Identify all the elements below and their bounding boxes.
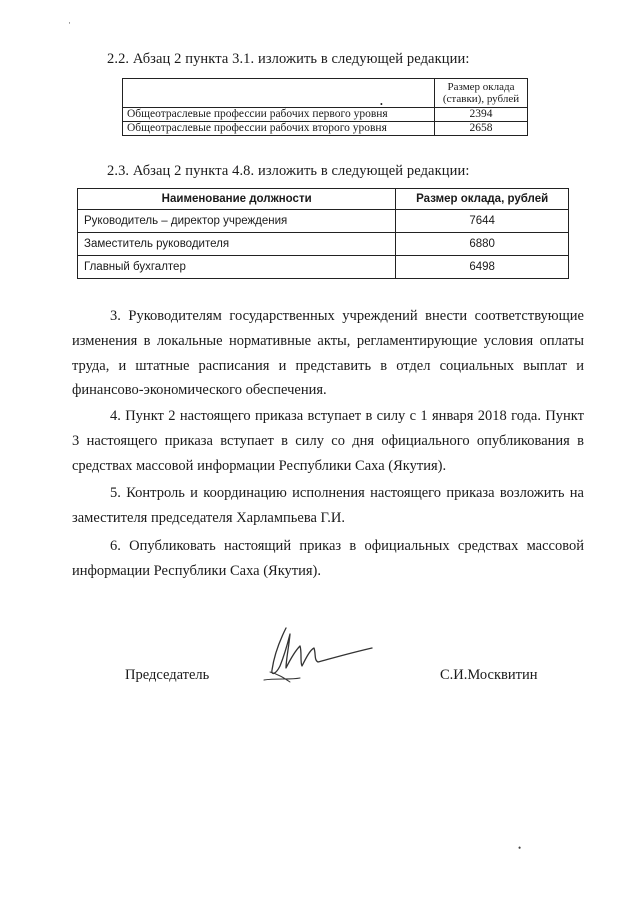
paragraph-6: 6. Опубликовать настоящий приказ в официальных средствах массовой информации Республики Саха (Якутия).: [72, 538, 584, 579]
header-value-cell: [435, 79, 528, 108]
row-value-cell: 2658: [435, 122, 528, 136]
row-value-cell: 2394: [435, 108, 528, 122]
scan-mark: •: [380, 100, 383, 109]
row-name-cell: Общеотраслевые профессии рабочих второго уровня: [123, 122, 435, 136]
row-name-cell: Главный бухгалтер: [78, 256, 396, 279]
table-row: [123, 108, 528, 122]
header-value-line-1: Размер оклада: [447, 81, 515, 93]
row-value-cell: 6498: [396, 256, 569, 279]
table-row: [78, 210, 569, 233]
paragraph-3: 3. Руководителям государственных учреждений внести соответствующие изменения в локальные нормативные акты, регламентирующие условия оплаты труда, и штатные расписания и представить в отдел социальных выплат и финансово-экономического обеспечения.: [72, 308, 584, 399]
signatory-title: Председатель: [125, 667, 210, 683]
row-name-cell: Руководитель – директор учреждения: [78, 210, 396, 233]
scan-speck: •: [518, 843, 522, 853]
paragraph-5: 5. Контроль и координацию исполнения настоящего приказа возложить на заместителя председателя Харлампьева Г.И.: [72, 485, 584, 526]
paragraph-4: 4. Пункт 2 настоящего приказа вступает в силу с 1 января 2018 года. Пункт 3 настоящего приказа вступает в силу со дня официального опубликования в средствах массовой информации Республики Саха (Якутия).: [72, 408, 584, 474]
table-row: [78, 256, 569, 279]
salary-table-positions: [77, 188, 569, 279]
scan-speck: ·: [68, 18, 71, 28]
table-row: [123, 122, 528, 136]
table-header-row: [123, 79, 528, 108]
header-empty-cell: [123, 79, 435, 108]
section-2-2-heading: 2.2. Абзац 2 пункта 3.1. изложить в следующей редакции:: [107, 51, 470, 67]
column-header-salary: Размер оклада, рублей: [396, 189, 569, 210]
salary-table-workers: [122, 78, 528, 136]
column-header-position: Наименование должности: [78, 189, 396, 210]
section-2-3-heading: 2.3. Абзац 2 пункта 4.8. изложить в следующей редакции:: [107, 163, 470, 179]
header-value-line-2: (ставки), рублей: [442, 93, 520, 105]
row-value-cell: 6880: [396, 233, 569, 256]
row-name-cell: Общеотраслевые профессии рабочих первого уровня: [123, 108, 435, 122]
row-value-cell: 7644: [396, 210, 569, 233]
table-row: [78, 233, 569, 256]
table-header-row: [78, 189, 569, 210]
handwritten-signature: [256, 620, 386, 688]
row-name-cell: Заместитель руководителя: [78, 233, 396, 256]
signatory-name: С.И.Москвитин: [440, 667, 538, 683]
